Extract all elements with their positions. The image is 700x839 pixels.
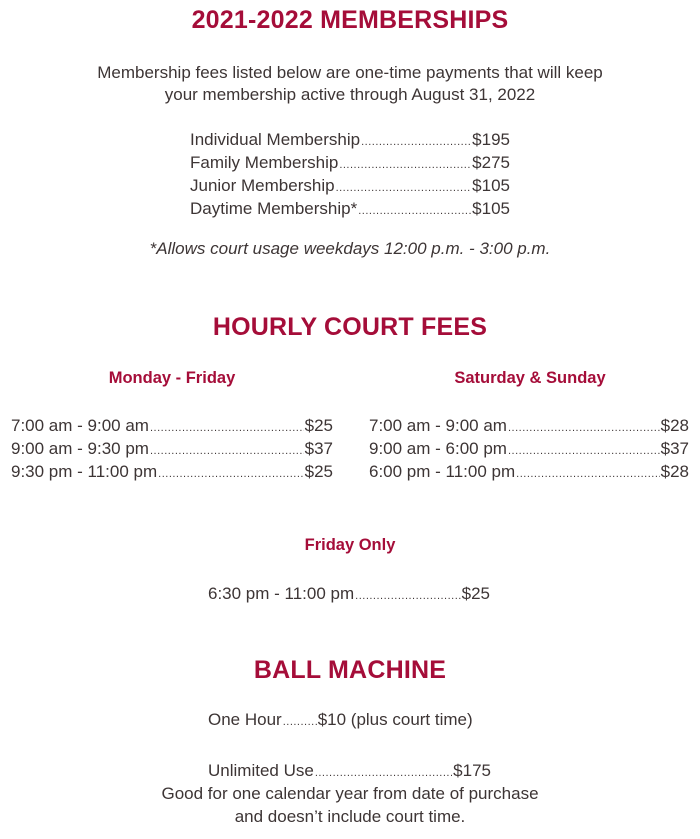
weekend-fee-row (369, 415, 689, 439)
fee-time: 9:00 am - 6:00 pm (369, 439, 507, 458)
membership-row-individual (190, 129, 510, 153)
weekday-fee-row (11, 438, 333, 462)
fee-time: 9:00 am - 9:30 pm (11, 439, 149, 458)
friday-fee-row (208, 583, 490, 607)
court-fees-title: HOURLY COURT FEES (212, 313, 488, 341)
membership-price: $105 (472, 176, 510, 195)
fee-price: $25 (304, 462, 333, 481)
fee-time: 6:00 pm - 11:00 pm (369, 462, 516, 481)
membership-row-daytime (190, 198, 510, 222)
ball-machine-price: $10 (plus court time) (317, 710, 473, 729)
dot-leader (358, 200, 471, 222)
fee-time: 7:00 am - 9:00 am (11, 416, 149, 435)
membership-row-junior (190, 175, 510, 199)
ball-machine-note-line2: and doesn’t include court time. (234, 807, 466, 826)
ball-machine-price: $175 (453, 761, 491, 780)
memberships-intro-line2: your membership active through August 31, 2022 (164, 85, 536, 104)
ball-machine-one-hour (208, 709, 492, 733)
fee-price: $28 (660, 416, 689, 435)
ball-machine-title: BALL MACHINE (253, 656, 447, 684)
fee-time: 7:00 am - 9:00 am (369, 416, 507, 435)
weekday-heading: Monday - Friday (108, 369, 236, 387)
memberships-title: 2021-2022 MEMBERSHIPS (191, 6, 509, 34)
weekend-fee-row (369, 438, 689, 462)
membership-label: Junior Membership (190, 176, 335, 195)
dot-leader (355, 585, 460, 607)
membership-label: Family Membership (190, 153, 339, 172)
ball-machine-label: Unlimited Use (208, 761, 314, 780)
membership-price: $195 (472, 130, 510, 149)
dot-leader (339, 154, 471, 176)
membership-price: $105 (472, 199, 510, 218)
weekday-fee-row (11, 461, 333, 485)
dot-leader (336, 177, 472, 199)
dot-leader (158, 463, 303, 485)
fee-price: $25 (304, 416, 333, 435)
memberships-intro-line1: Membership fees listed below are one-time payments that will keep (97, 63, 603, 82)
weekend-heading: Saturday & Sunday (454, 369, 606, 387)
fee-price: $25 (461, 584, 490, 603)
friday-heading: Friday Only (304, 536, 396, 554)
membership-label: Individual Membership (190, 130, 361, 149)
dot-leader (150, 417, 304, 439)
fee-time: 6:30 pm - 11:00 pm (208, 584, 355, 603)
ball-machine-label: One Hour (208, 710, 282, 729)
fee-price: $28 (660, 462, 689, 481)
membership-label: Daytime Membership* (190, 199, 358, 218)
dot-leader (315, 762, 452, 784)
membership-row-family (190, 152, 510, 176)
dot-leader (508, 440, 660, 462)
weekday-fee-row (11, 415, 333, 439)
fee-time: 9:30 pm - 11:00 pm (11, 462, 158, 481)
ball-machine-note-line1: Good for one calendar year from date of purchase (161, 784, 539, 803)
fee-price: $37 (660, 439, 689, 458)
dot-leader (283, 711, 317, 733)
dot-leader (361, 131, 471, 153)
membership-price: $275 (472, 153, 510, 172)
ball-machine-unlimited (208, 760, 491, 784)
weekend-fee-row (369, 461, 689, 485)
memberships-footnote: *Allows court usage weekdays 12:00 p.m. - 3:00 p.m. (149, 239, 551, 258)
dot-leader (508, 417, 660, 439)
dot-leader (516, 463, 659, 485)
dot-leader (150, 440, 304, 462)
fee-price: $37 (304, 439, 333, 458)
